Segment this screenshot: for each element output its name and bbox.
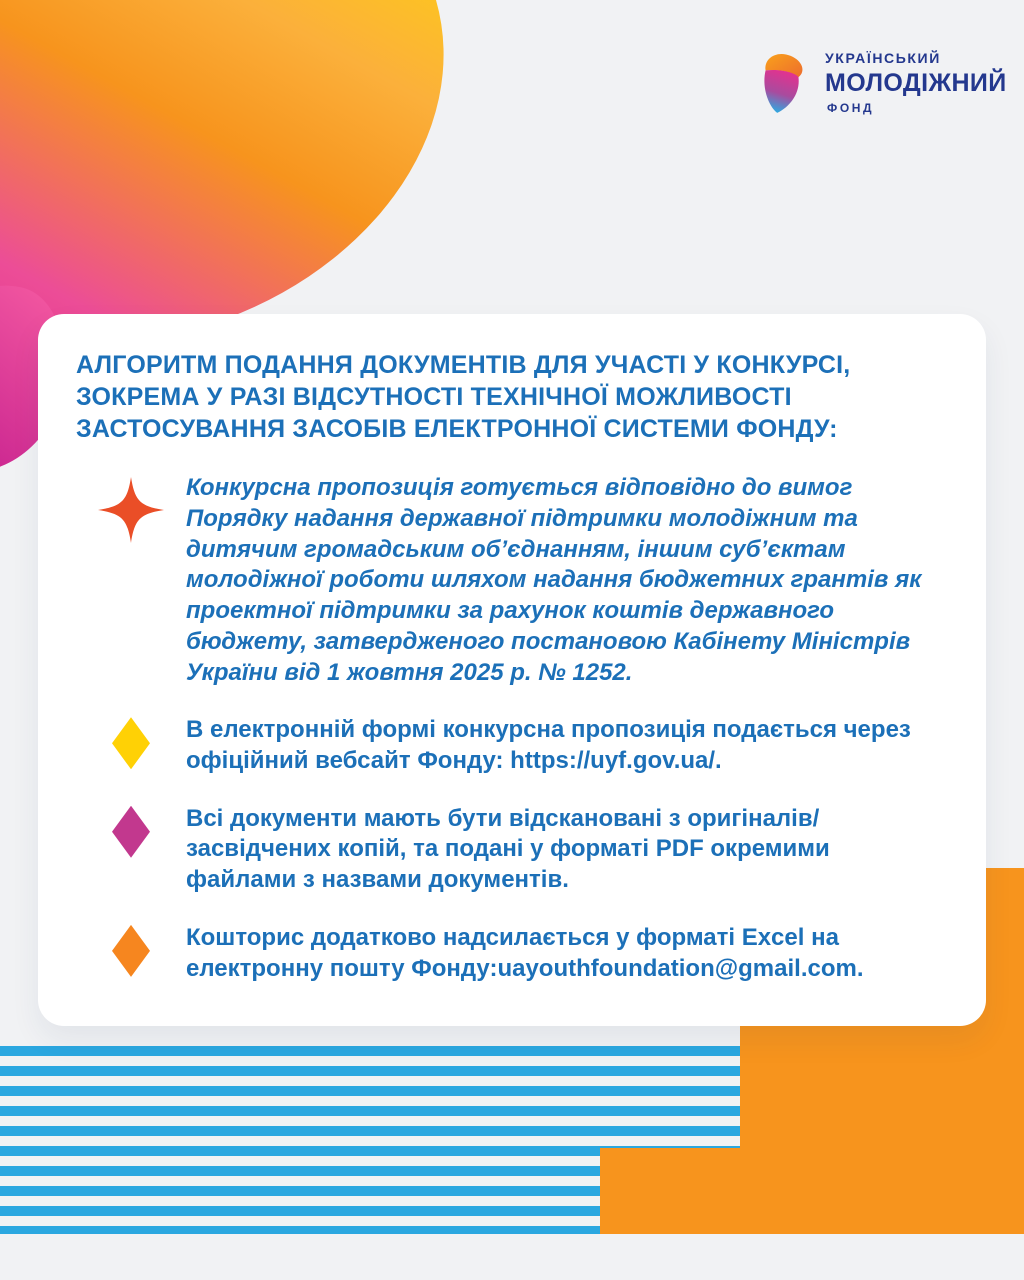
bullet-text: Конкурсна пропозиція готується відповідно до вимог Порядку надання державної підтримки молодіжним та дитячим громадським об’єднанням, іншим суб’єктам молодіжної роботи шляхом надання бюджетних грантів як проектної підтримки за рахунок коштів державного бюджету, затвердженого постановою Кабінету Міністрів України від 1 жовтня 2025 р. № 1252.: [186, 474, 922, 686]
logo-line1: УКРАЇНСЬКИЙ: [825, 49, 941, 66]
logo-line3: ФОНД: [827, 100, 875, 115]
diamond-icon: [112, 806, 150, 858]
content-card: [38, 314, 986, 1026]
bullet-text: Всі документи мають бути відскановані з оригіналів/ засвідчених копій, та подані у форматі PDF окремими файлами з назвами документів.: [186, 804, 830, 894]
logo: [754, 48, 1007, 116]
bullet-item: [76, 804, 946, 896]
bullet-item: [76, 473, 946, 688]
bullet-item: [76, 923, 946, 984]
logo-text: [825, 50, 1007, 115]
bullet-text: В електронній формі конкурсна пропозиція подається через офіційний вебсайт Фонду: https://uyf.gov.ua/.: [186, 716, 911, 774]
logo-mark-icon: [754, 48, 812, 116]
diamond-icon: [112, 925, 150, 977]
card-heading: АЛГОРИТМ ПОДАННЯ ДОКУМЕНТІВ ДЛЯ УЧАСТІ У КОНКУРСІ, ЗОКРЕМА У РАЗІ ВІДСУТНОСТІ ТЕХНІЧНОЇ МОЖЛИВОСТІ ЗАСТОСУВАННЯ ЗАСОБІВ ЕЛЕКТРОННОЇ СИСТЕМИ ФОНДУ:: [76, 351, 851, 443]
bullet-text: Кошторис додатково надсилається у форматі Excel на електронну пошту Фонду:uayouthfoundation@gmail.com.: [186, 923, 864, 982]
bullet-item: [76, 715, 946, 776]
logo-line2: МОЛОДІЖНИЙ: [825, 68, 1007, 97]
diamond-icon: [112, 717, 150, 769]
sparkle-icon: [98, 477, 164, 543]
